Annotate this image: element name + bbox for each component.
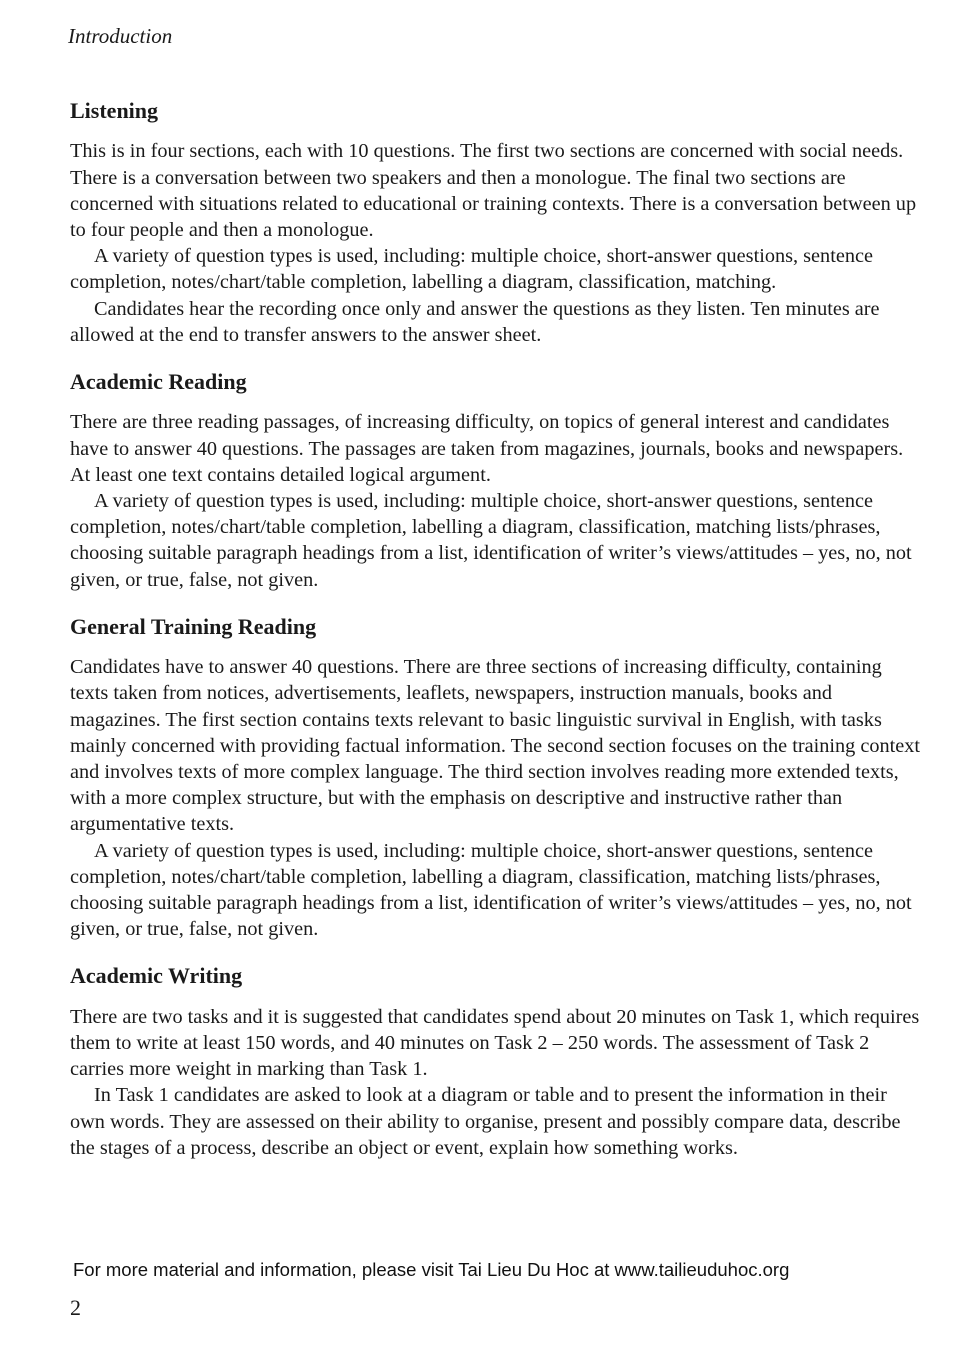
paragraph: This is in four sections, each with 10 questions. The first two sections are concerned with social needs. There is a conversation between two speakers and then a monologue. The final two sections are concerned with situations related to educational or training contexts. There is a conversation between up to four people and then a monologue. <box>70 140 917 241</box>
section-heading: General Training Reading <box>70 613 317 639</box>
paragraph: A variety of question types is used, including: multiple choice, short-answer questions, sentence completion, notes/chart/table completion, labelling a diagram, classification, matching lists/phrases, choosing suitable paragraph headings from a list, identification of writer’s views/attitudes – yes, no, not given, or true, false, not given. <box>70 490 912 591</box>
footer-note: For more material and information, please visit Tai Lieu Du Hoc at www.tailieuduhoc.org <box>73 1259 790 1280</box>
section-heading: Listening <box>70 98 159 123</box>
paragraph: Candidates have to answer 40 questions. There are three sections of increasing difficulty, containing texts taken from notices, advertisements, leaflets, newspapers, instruction manuals, books and magazines. The first section contains texts relevant to basic linguistic survival in English, with tasks mainly concerned with providing factual information. The second section focuses on the training context and involves texts of more complex language. The third section involves reading more extended texts, with a more complex structure, but with the emphasis on descriptive and instructive rather than argumentative texts. <box>70 656 921 836</box>
section-general-training-reading <box>70 614 922 943</box>
paragraph: A variety of question types is used, including: multiple choice, short-answer questions, sentence completion, notes/chart/table completion, labelling a diagram, classification, matching lists/phrases, choosing suitable paragraph headings from a list, identification of writer’s views/attitudes – yes, no, not given, or true, false, not given. <box>70 839 912 941</box>
running-head: Introduction <box>68 24 173 48</box>
paragraph: There are three reading passages, of increasing difficulty, on topics of general interest and candidates have to answer 40 questions. The passages are taken from magazines, journals, books and newspapers. At least one text contains detailed logical argument. <box>70 411 904 486</box>
paragraph: In Task 1 candidates are asked to look at a diagram or table and to present the information in their own words. They are assessed on their ability to organise, present and possibly compare data, describe the stages of a process, describe an object or event, explain how something works. <box>70 1084 901 1159</box>
paragraph: Candidates hear the recording once only and answer the questions as they listen. Ten minutes are allowed at the end to transfer answers to the answer sheet. <box>70 297 880 346</box>
section-listening <box>70 98 922 348</box>
section-heading: Academic Reading <box>70 369 247 395</box>
paragraph: There are two tasks and it is suggested that candidates spend about 20 minutes on Task 1, which requires them to write at least 150 words, and 40 minutes on Task 2 – 250 words. The assessment of Task 2 carries more weight in marking than Task 1. <box>70 1005 920 1081</box>
page-number: 2 <box>70 1295 81 1320</box>
section-academic-reading <box>70 369 922 593</box>
section-heading: Academic Writing <box>70 963 243 989</box>
section-academic-writing <box>70 963 922 1161</box>
paragraph: A variety of question types is used, including: multiple choice, short-answer questions, sentence completion, notes/chart/table completion, labelling a diagram, classification, matching. <box>70 245 873 294</box>
page-content <box>70 98 922 1182</box>
